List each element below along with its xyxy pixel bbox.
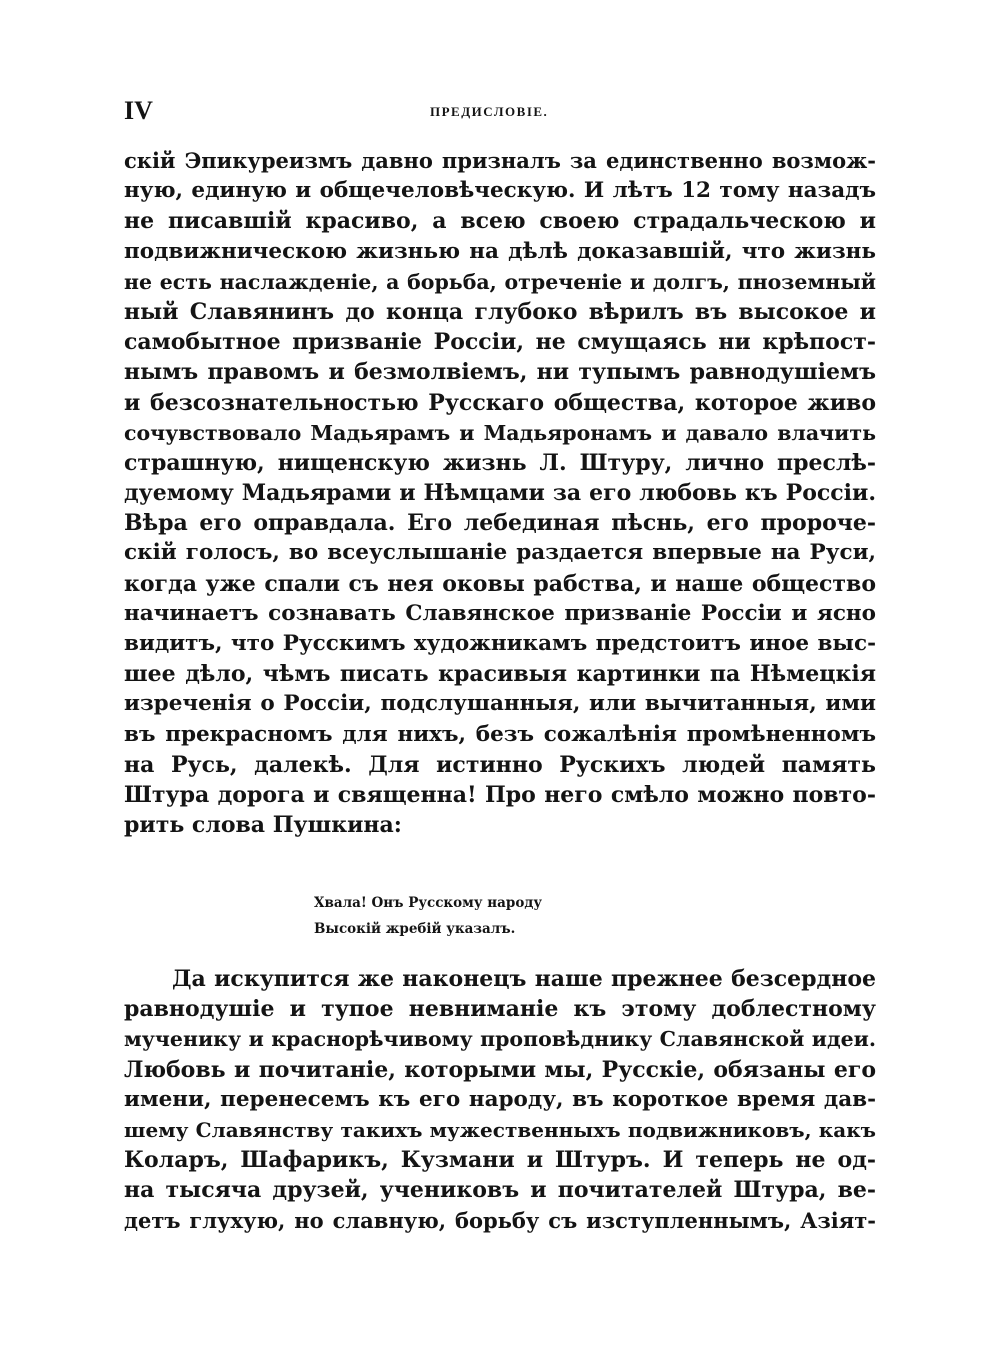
text-line: въ прекрасномъ для нихъ, безъ сожалѣнія промѣненномъ xyxy=(124,721,876,747)
text-line: сочувствовало Мадьярамъ и Мадьяронамъ и давало влачить xyxy=(124,420,876,445)
paragraph-2 xyxy=(124,964,876,1236)
text-line: скій голосъ, во всеуслышаніе раздается впервые на Руси, xyxy=(124,540,876,566)
text-line: Да искупится же наконецъ наше прежнее безсердное xyxy=(172,966,876,992)
text-line: самобытное призваніе Россіи, не смущаясь ни крѣпост- xyxy=(124,329,876,356)
text-line: детъ глухую, но славную, борьбу съ изступленнымъ, Азіят- xyxy=(124,1207,876,1233)
verse-quote xyxy=(314,890,714,942)
text-line: начинаетъ сознавать Славянское призваніе Россіи и ясно xyxy=(124,600,876,626)
text-line: равнодушіе и тупое невниманіе къ этому доблестному xyxy=(124,996,876,1023)
verse-line: Высокій жребій указалъ. xyxy=(314,921,516,937)
text-line: видитъ, что Русскимъ художникамъ предстоитъ иное выс- xyxy=(124,631,876,656)
text-line: шее дѣло, чѣмъ писать красивыя картинки па Нѣмецкія xyxy=(124,661,876,688)
text-line: скій Эпикуреизмъ давно призналъ за единственно возмож- xyxy=(124,148,876,173)
text-line: шему Славянству такихъ мужественныхъ подвижниковъ, какъ xyxy=(124,1117,876,1142)
text-line: когда уже спали съ нея оковы рабства, и наше общество xyxy=(124,570,876,597)
running-head: ПРЕДИСЛОВІЕ. xyxy=(430,104,549,119)
text-line: нымъ правомъ и безмолвіемъ, ни тупымъ равнодушіемъ xyxy=(124,359,876,386)
text-line: страшную, нищенскую жизнь Л. Штуру, лично преслѣ- xyxy=(124,449,876,476)
text-line: ный Славянинъ до конца глубоко вѣрилъ въ высокое и xyxy=(124,298,876,325)
text-line: не писавшій красиво, а всею своею страдальческою и xyxy=(124,208,876,235)
text-line: на Русь, далекѣ. Для истинно Рускихъ людей память xyxy=(124,751,876,778)
text-line: имени, перенесемъ къ его народу, въ короткое время дав- xyxy=(124,1086,876,1112)
text-line: рить слова Пушкина: xyxy=(124,812,402,839)
text-line: Любовь и почитаніе, которыми мы, Русскіе, обязаны его xyxy=(124,1056,876,1083)
text-line: изреченія о Россіи, подслушанныя, или вычитанныя, ими xyxy=(124,691,876,717)
text-line: мученику и краснорѣчивому проповѣднику Славянской идеи. xyxy=(124,1027,876,1052)
text-line: Коларъ, Шафарикъ, Кузмани и Штуръ. И теперь не од- xyxy=(124,1147,876,1174)
page-header xyxy=(124,96,876,128)
text-line: на тысяча друзей, учениковъ и почитателей Штура, ве- xyxy=(124,1177,876,1204)
text-line: Штура дорога и священна! Про него смѣло можно повто- xyxy=(124,781,876,808)
text-line: и безсознательностью Русскаго общества, которое живо xyxy=(124,389,876,416)
text-line: не есть наслажденіе, а борьба, отреченіе и долгъ, пноземный xyxy=(124,269,876,294)
text-line: Вѣра его оправдала. Его лебединая пѣснь, его пророче- xyxy=(124,510,876,537)
text-line: дуемому Мадьярами и Нѣмцами за его любовь къ Россіи. xyxy=(124,480,876,507)
text-line: подвижническою жизнью на дѣлѣ доказавшій, что жизнь xyxy=(124,238,876,264)
verse-line: Хвала! Онъ Русскому народу xyxy=(314,895,542,911)
paragraph-1 xyxy=(124,146,876,840)
text-line: ную, единую и общечеловѣческую. И лѣтъ 12 тому назадъ xyxy=(124,178,876,204)
page-number: IV xyxy=(124,96,153,125)
